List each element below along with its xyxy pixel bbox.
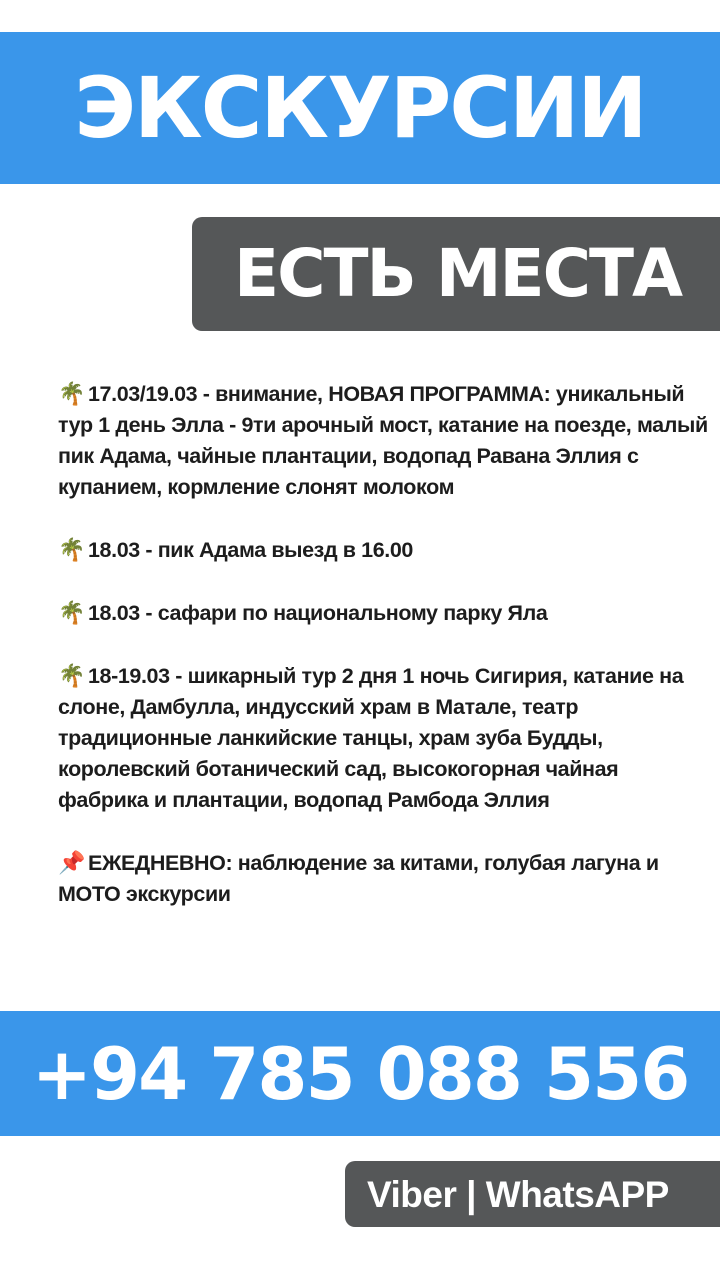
phone-number[interactable]: +94 785 088 556 bbox=[31, 1031, 689, 1116]
phone-banner bbox=[0, 1011, 720, 1136]
palm-tree-icon: 🌴 bbox=[58, 537, 85, 562]
palm-tree-icon: 🌴 bbox=[58, 663, 85, 688]
palm-tree-icon: 🌴 bbox=[58, 381, 85, 406]
tour-item bbox=[58, 378, 708, 503]
pushpin-icon: 📌 bbox=[58, 850, 85, 875]
tour-item-text: ЕЖЕДНЕВНО: наблюдение за китами, голубая лагуна и МОТО экскурсии bbox=[58, 851, 659, 906]
page-title: ЭКСКУРСИИ bbox=[74, 59, 646, 157]
tour-item-text: 18-19.03 - шикарный тур 2 дня 1 ночь Сигирия, катание на слоне, Дамбулла, индусский храм в Матале, театр традиционные ланкийские танцы, храм зуба Будды, королевский ботанический сад, высокогорная чайная фабрика и плантации, водопад Рамбода Эллия bbox=[58, 664, 684, 812]
messengers-badge bbox=[345, 1161, 720, 1227]
tour-list bbox=[58, 378, 708, 941]
tour-item-text: 17.03/19.03 - внимание, НОВАЯ ПРОГРАММА: уникальный тур 1 день Элла - 9ти арочный мост, катание на поезде, малый пик Адама, чайные плантации, водопад Равана Эллия с купанием, кормление слонят молоком bbox=[58, 382, 708, 499]
tour-item bbox=[58, 660, 708, 816]
messengers-label: Viber | WhatsAPP bbox=[367, 1173, 669, 1215]
tour-item bbox=[58, 597, 708, 629]
availability-badge-label: ЕСТЬ МЕСТА bbox=[234, 235, 682, 312]
title-banner bbox=[0, 32, 720, 184]
tour-item bbox=[58, 847, 708, 910]
tour-item-text: 18.03 - пик Адама выезд в 16.00 bbox=[88, 538, 413, 562]
tour-item-text: 18.03 - сафари по национальному парку Яла bbox=[88, 601, 548, 625]
palm-tree-icon: 🌴 bbox=[58, 600, 85, 625]
availability-badge bbox=[192, 217, 720, 331]
tour-item bbox=[58, 534, 708, 566]
